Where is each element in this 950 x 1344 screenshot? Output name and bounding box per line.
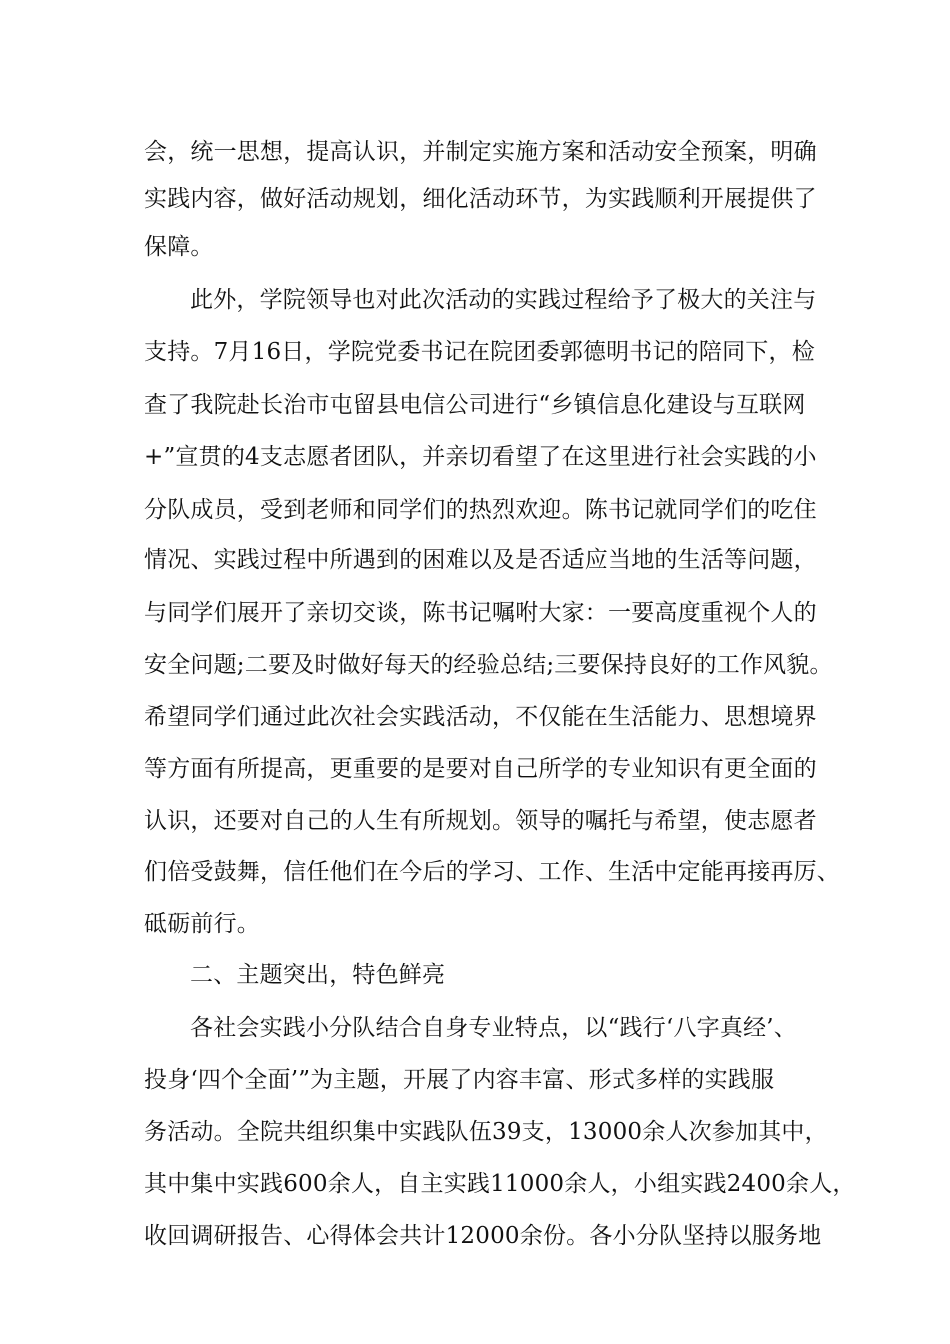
text-line: 各社会实践小分队结合自身专业特点，以“践行‘八字真经’、: [190, 1015, 797, 1041]
text-line: 砥砺前行。: [144, 911, 260, 937]
text-line: 保障。: [144, 234, 214, 260]
text-line: 与同学们展开了亲切交谈，陈书记嘱咐大家：一要高度重视个人的: [144, 600, 817, 626]
text-line: 希望同学们通过此次社会实践活动，不仅能在生活能力、思想境界: [144, 704, 817, 730]
text-line: 分队成员，受到老师和同学们的热烈欢迎。陈书记就同学们的吃住: [144, 497, 817, 523]
text-line: 会，统一思想，提高认识，并制定实施方案和活动安全预案，明确: [144, 139, 817, 165]
text-line: 安全问题;二要及时做好每天的经验总结;三要保持良好的工作风貌。: [144, 652, 833, 678]
text-line: 查了我院赴长治市屯留县电信公司进行“乡镇信息化建设与互联网: [144, 392, 806, 418]
text-line: +”宣贯的4支志愿者团队，并亲切看望了在这里进行社会实践的小: [144, 444, 817, 470]
text-line: 其中集中实践600余人，自主实践11000余人，小组实践2400余人，: [144, 1171, 856, 1197]
text-line: 等方面有所提高，更重要的是要对自己所学的专业知识有更全面的: [144, 756, 817, 782]
text-line: 收回调研报告、心得体会共计12000余份。各小分队坚持以服务地: [144, 1223, 822, 1249]
text-line: 务活动。全院共组织集中实践队伍39支，13000余人次参加其中，: [144, 1119, 828, 1145]
text-line: 认识，还要对自己的人生有所规划。领导的嘱托与希望，使志愿者: [144, 808, 817, 834]
text-line: 支持。7月16日，学院党委书记在院团委郭德明书记的陪同下，检: [144, 339, 815, 365]
text-line: 投身‘四个全面’”为主题，开展了内容丰富、形式多样的实践服: [144, 1067, 775, 1093]
text-line: 实践内容，做好活动规划，细化活动环节，为实践顺利开展提供了: [144, 186, 817, 212]
text-line: 此外，学院领导也对此次活动的实践过程给予了极大的关注与: [190, 287, 817, 313]
text-line: 情况、实践过程中所遇到的困难以及是否适应当地的生活等问题，: [144, 547, 817, 573]
section-heading: 二、主题突出，特色鲜亮: [190, 962, 446, 988]
text-line: 们倍受鼓舞，信任他们在今后的学习、工作、生活中定能再接再厉、: [144, 859, 840, 885]
